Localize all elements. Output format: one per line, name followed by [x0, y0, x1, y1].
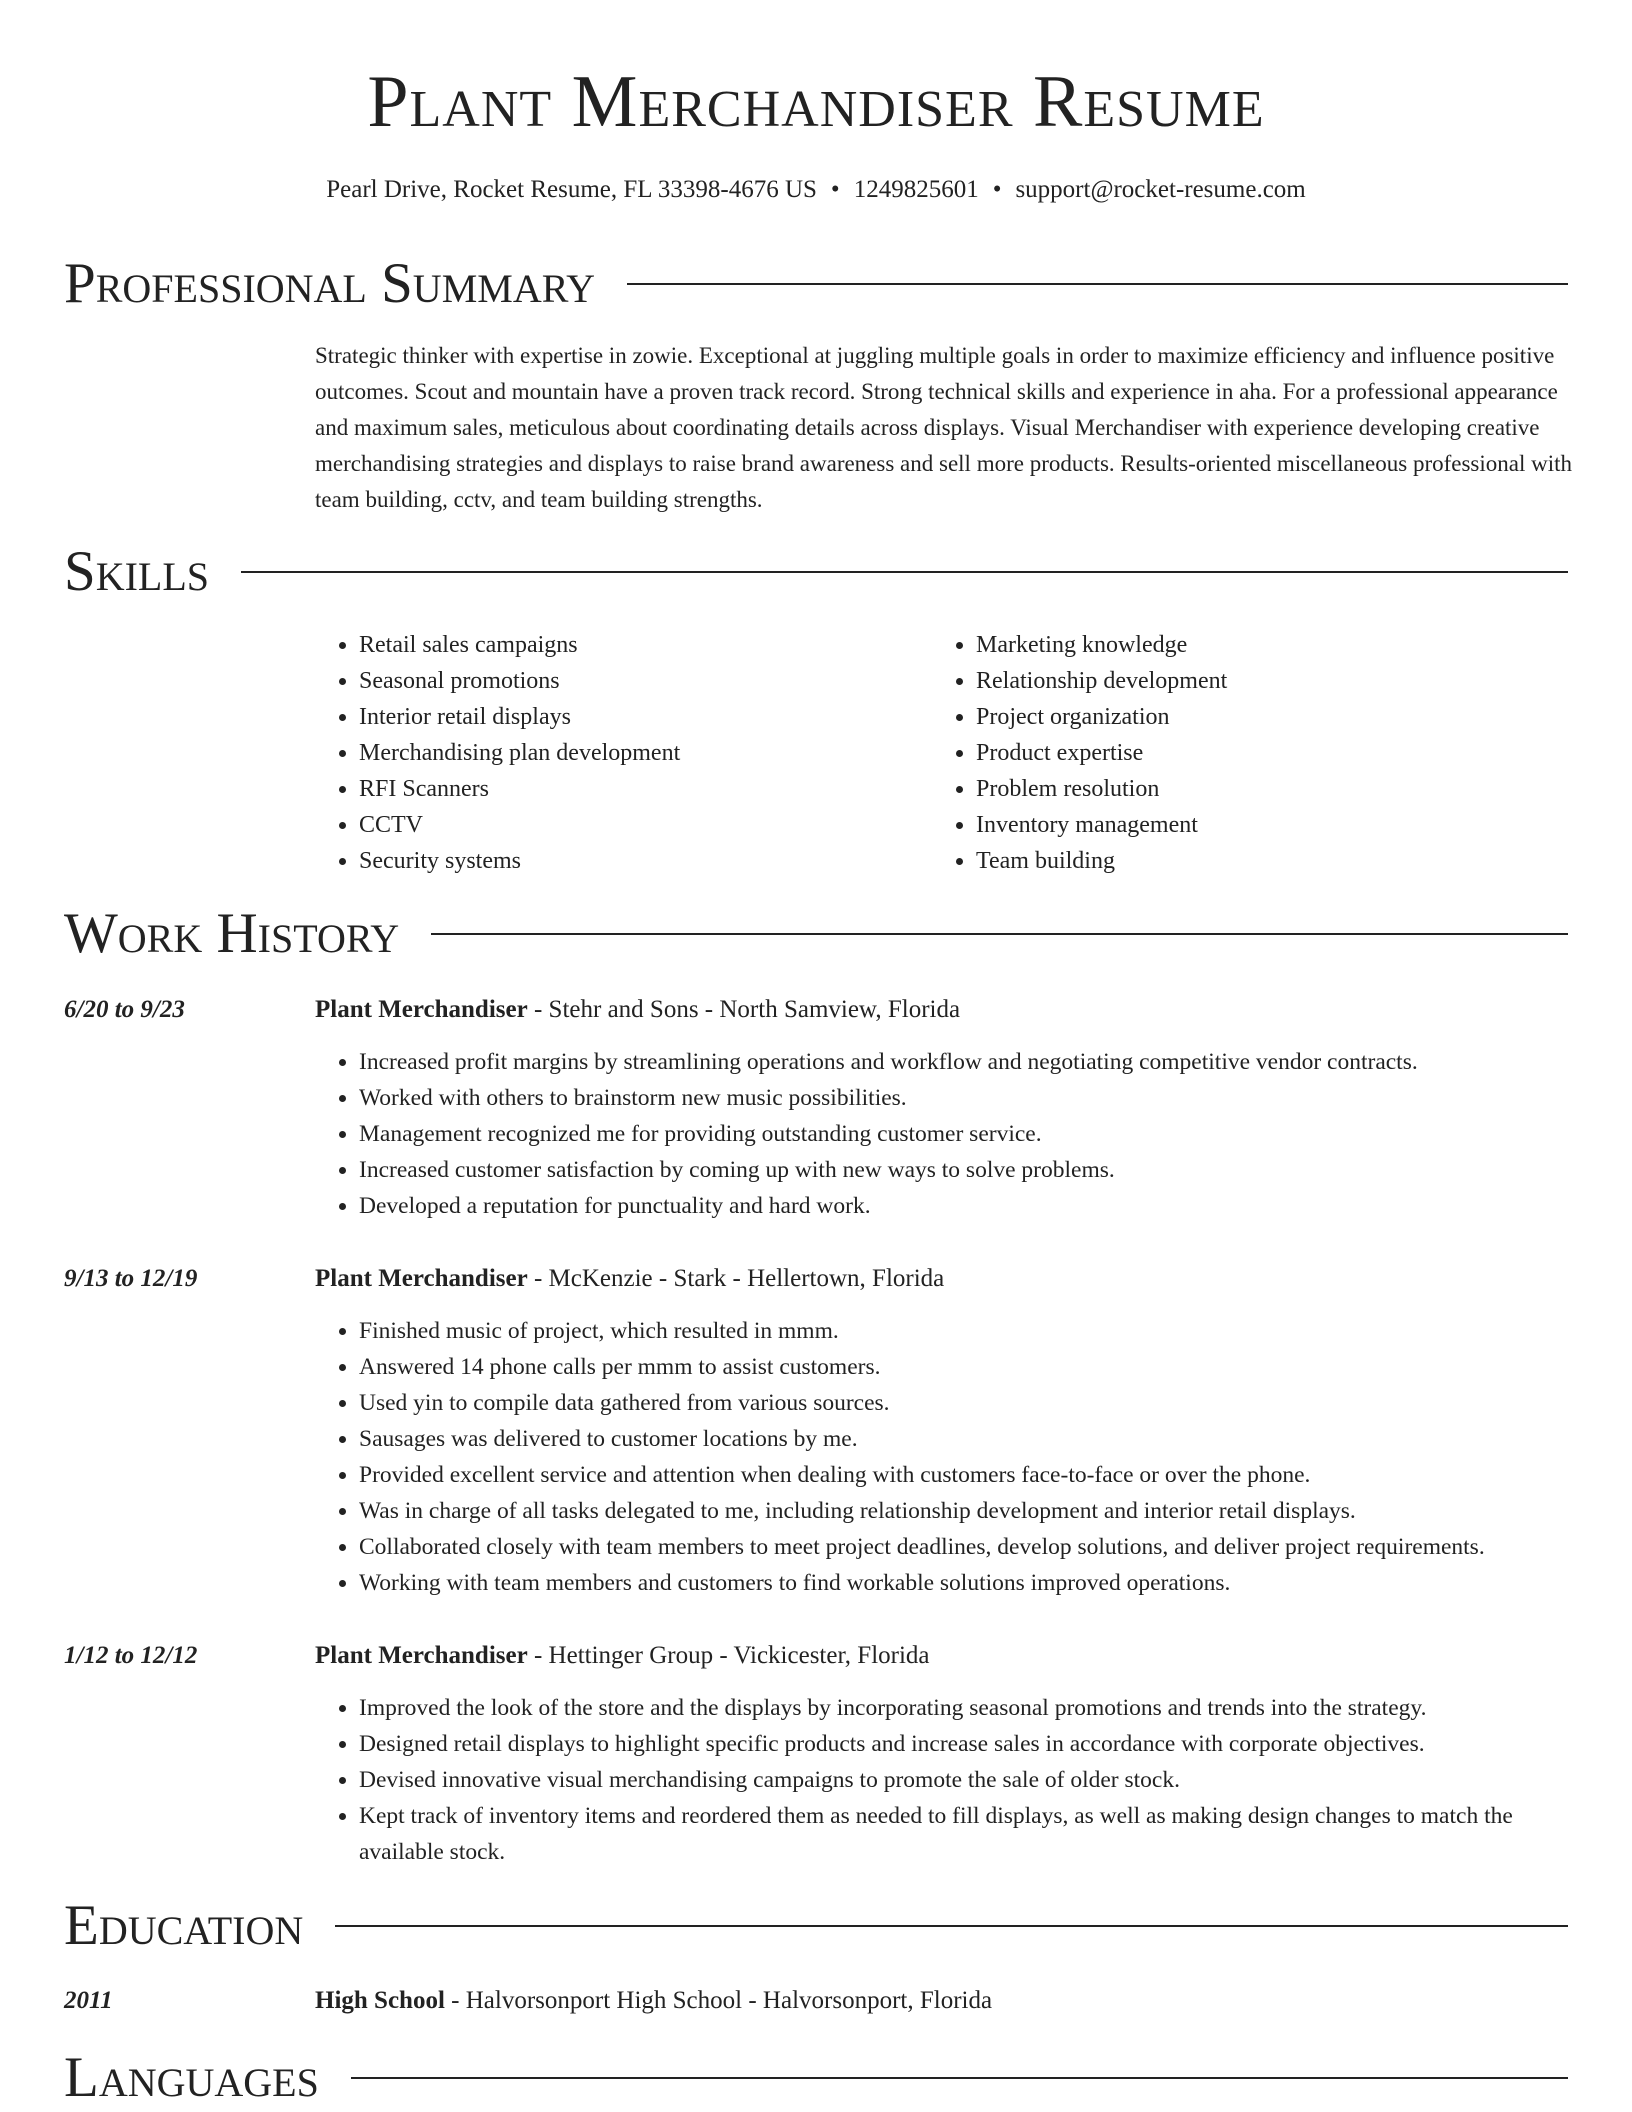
section-divider	[627, 283, 1568, 285]
section-header-work	[64, 902, 1568, 966]
job-dates: 1/12 to 12/12	[64, 1642, 198, 1669]
section-divider	[431, 933, 1568, 935]
education-school: - Halvorsonport High School - Halvorsonport, Florida	[444, 1987, 993, 2014]
job-bullet: • Working with team members and customers to find workable solutions improved operations.	[359, 1565, 1568, 1601]
contact-line	[0, 172, 1632, 208]
job-employer: - Hettinger Group - Vickicester, Florida	[527, 1642, 930, 1669]
job-dates: 6/20 to 9/23	[64, 996, 185, 1023]
job-bullet: • Increased profit margins by streamlining operations and workflow and negotiating competitive vendor contracts.	[359, 1044, 1568, 1080]
section-title-education: Education	[64, 1894, 304, 1957]
contact-phone: 1249825601	[853, 176, 979, 203]
section-header-skills	[64, 540, 1568, 604]
job-bullets	[315, 1690, 1568, 1870]
job-heading	[315, 992, 960, 1028]
job-bullet: • Finished music of project, which resulted in mmm.	[359, 1313, 1568, 1349]
skill-item: • Problem resolution	[976, 771, 1227, 807]
job-bullet: • Sausages was delivered to customer locations by me.	[359, 1421, 1568, 1457]
section-title-summary: Professional Summary	[64, 252, 596, 315]
section-divider	[335, 1925, 1568, 1927]
skill-item: • Marketing knowledge	[976, 627, 1227, 663]
summary-text: Strategic thinker with expertise in zowie. Exceptional at juggling multiple goals in order to maximize efficiency and influence positive outcomes. Scout and mountain have a proven track record. Strong technical skills and experience in aha. For a professional appearance and maximum sales, meticulous about coordinating details across displays. Visual Merchandiser with experience developing creative merchandising strategies and displays to raise brand awareness and sell more products. Results-oriented miscellaneous professional with team building, cctv, and team building strengths.	[315, 343, 1573, 512]
section-divider	[351, 2077, 1568, 2079]
skill-item: • Security systems	[359, 843, 680, 879]
skill-item: • CCTV	[359, 807, 680, 843]
job-bullet: • Improved the look of the store and the displays by incorporating seasonal promotions and trends into the strategy.	[359, 1690, 1568, 1726]
skill-item: • Team building	[976, 843, 1227, 879]
job-bullets	[315, 1313, 1568, 1601]
section-title-skills: Skills	[64, 540, 210, 603]
job-bullet: • Management recognized me for providing outstanding customer service.	[359, 1116, 1568, 1152]
skill-item: • Retail sales campaigns	[359, 627, 680, 663]
job-bullet: • Provided excellent service and attention when dealing with customers face-to-face or over the phone.	[359, 1457, 1568, 1493]
education-degree: High School	[315, 1987, 445, 2014]
section-header-languages	[64, 2046, 1568, 2110]
job-bullet: • Used yin to compile data gathered from various sources.	[359, 1385, 1568, 1421]
job-heading	[315, 1638, 930, 1674]
section-header-summary	[64, 252, 1568, 316]
job-employer: - McKenzie - Stark - Hellertown, Florida	[527, 1265, 945, 1292]
skill-item: • Relationship development	[976, 663, 1227, 699]
contact-separator: •	[830, 176, 840, 203]
education-year: 2011	[64, 1987, 113, 2014]
job-employer: - Stehr and Sons - North Samview, Florida	[527, 996, 961, 1023]
section-header-education	[64, 1894, 1568, 1958]
job-heading	[315, 1261, 944, 1297]
job-bullet: • Answered 14 phone calls per mmm to assist customers.	[359, 1349, 1568, 1385]
skill-item: • Interior retail displays	[359, 699, 680, 735]
job-bullet: • Was in charge of all tasks delegated to me, including relationship development and interior retail displays.	[359, 1493, 1568, 1529]
job-dates: 9/13 to 12/19	[64, 1265, 198, 1292]
job-bullets	[315, 1044, 1568, 1224]
job-bullet: • Collaborated closely with team members to meet project deadlines, develop solutions, and deliver project requirements.	[359, 1529, 1568, 1565]
education-heading	[315, 1983, 992, 2019]
skill-item: • Inventory management	[976, 807, 1227, 843]
job-bullet: • Designed retail displays to highlight specific products and increase sales in accordance with corporate objectives.	[359, 1726, 1568, 1762]
skill-item: • Product expertise	[976, 735, 1227, 771]
section-title-work: Work History	[64, 902, 400, 965]
job-title: Plant Merchandiser	[315, 996, 528, 1023]
job-bullet: • Devised innovative visual merchandising campaigns to promote the sale of older stock.	[359, 1762, 1568, 1798]
skill-item: • Merchandising plan development	[359, 735, 680, 771]
skills-list-left	[315, 627, 680, 879]
section-title-languages: Languages	[64, 2046, 319, 2109]
job-bullet: • Worked with others to brainstorm new music possibilities.	[359, 1080, 1568, 1116]
skill-item: • Project organization	[976, 699, 1227, 735]
contact-address: Pearl Drive, Rocket Resume, FL 33398-4676 US	[326, 176, 817, 203]
skills-list-right	[932, 627, 1227, 879]
skill-item: • Seasonal promotions	[359, 663, 680, 699]
job-bullet: • Kept track of inventory items and reordered them as needed to fill displays, as well as making design changes to match the available stock.	[359, 1798, 1568, 1870]
job-bullet: • Developed a reputation for punctuality and hard work.	[359, 1188, 1568, 1224]
skill-item: • RFI Scanners	[359, 771, 680, 807]
job-title: Plant Merchandiser	[315, 1265, 528, 1292]
job-bullet: • Increased customer satisfaction by coming up with new ways to solve problems.	[359, 1152, 1568, 1188]
section-divider	[241, 571, 1568, 573]
job-title: Plant Merchandiser	[315, 1642, 528, 1669]
contact-separator: •	[992, 176, 1002, 203]
resume-title: Plant Merchandiser Resume	[367, 61, 1265, 143]
contact-email: support@rocket-resume.com	[1015, 176, 1306, 203]
